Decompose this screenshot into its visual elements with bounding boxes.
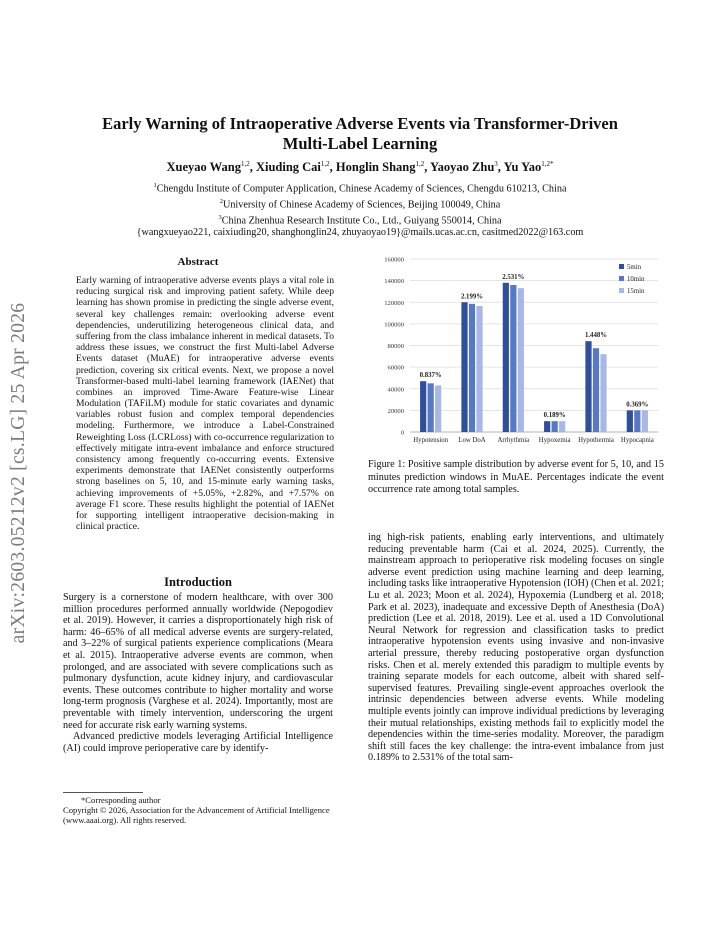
data-label: 2.199% xyxy=(460,293,484,301)
figure-1-caption: Figure 1: Positive sample distribution by adverse event for 5, 10, and 15 minutes prediction windows in MuAE. Percentages indicate the event occurrence rate among total samples. xyxy=(368,459,664,496)
x-tick-label: Hypothermia xyxy=(578,437,614,444)
affiliation-text: University of Chinese Academy of Sciences, Beijing 100049, China xyxy=(222,199,501,211)
legend-label: 5min xyxy=(627,264,641,271)
introduction-body xyxy=(63,592,333,754)
y-tick-label: 100000 xyxy=(384,321,404,329)
bar xyxy=(435,386,441,432)
bar xyxy=(559,421,565,432)
bar xyxy=(420,381,426,432)
affiliation-text: China Zhenhua Research Institute Co., Ltd., Guiyang 550014, China xyxy=(221,214,502,226)
legend-swatch xyxy=(619,288,624,293)
legend-swatch xyxy=(619,276,624,281)
data-label: 0.369% xyxy=(626,401,649,409)
author-name: Xueyao Wang xyxy=(166,160,241,175)
bar xyxy=(627,410,633,432)
intro-paragraph-1: Surgery is a cornerstone of modern healthcare, with over 300 million procedures performed annually worldwide (Nepogodiev et al. 2019). However, it carries a disproportionately high risk of harm: 46–65% of all medical adverse events are surgery-related, and 3–22% of surgical patients experience complications (Meara et al. 2015). Intraoperative adverse events are common, when prolonged, and are associated with severe complications such as pulmonary dysfunction, acute kidney injury, and cardiovascular events. These outcomes contribute to higher mortality and worse long-term prognosis (Varghese et al. 2024). Importantly, most are preventable with timely intervention, underscoring the urgent need for accurate risk early warning systems. xyxy=(63,592,333,731)
bar xyxy=(593,348,599,432)
x-tick-label: Hypotension xyxy=(413,437,449,444)
copyright-notice: Copyright © 2026, Association for the Advancement of Artificial Intelligence (www.aaai.org). All rights reserved. xyxy=(63,805,330,826)
y-tick-label: 20000 xyxy=(387,407,404,415)
bar xyxy=(461,302,467,432)
author-affiliation-mark: 1,2* xyxy=(541,160,554,168)
bar xyxy=(634,410,640,432)
bar xyxy=(510,285,516,432)
bar-chart xyxy=(368,250,668,450)
bar xyxy=(469,304,475,432)
bar xyxy=(544,421,550,432)
author-affiliation-mark: 1,2 xyxy=(415,160,425,168)
x-tick-label: Low DoA xyxy=(458,437,486,444)
affiliation-mark: 2 xyxy=(219,197,223,205)
y-tick-label: 40000 xyxy=(387,386,404,394)
bar xyxy=(518,288,524,432)
bar xyxy=(642,410,648,432)
y-tick-label: 120000 xyxy=(384,299,404,307)
right-column-body: ing high-risk patients, enabling early interventions, and ultimately reducing preventable harm (Cai et al. 2024, 2025). Currently, the mainstream approach to perioperative risk modeling focuses on single adverse event prediction using machine learning and deep learning, including tasks like intraoperative Hypotension (IOH) (Chen et al. 2021; Lu et al. 2023; Moon et al. 2024), Hypoxemia (Lundberg et al. 2018; Park et al. 2023), inadequate and excessive Depth of Anesthesia (DoA) prediction (Lee et al. 2018, 2019). Lee et al. used a 1D Convolutional Neural Network for regression and classification tasks to predict intraoperative hypotension events using invasive and non-invasive arterial pressure, thereby reducing postoperative organ dysfunction risks. Chen et al. merely extended this paradigm to multiple events by training separate models for each outcome, albeit with shared self-supervised features. Prevailing single-event approaches overlook the intrinsic dependencies between adverse events. While modeling multiple events jointly can improve individual predictions by leveraging their mutual relationships, existing methods fail to explicitly model the dependencies within the time-series modality. Moreover, the paradigm shift still faces the key challenge: the intra-event imbalance from just 0.189% to 2.531% of the total sam- xyxy=(368,532,664,764)
author-affiliation-mark: 3 xyxy=(494,160,498,168)
bar xyxy=(600,354,606,432)
y-tick-label: 0 xyxy=(400,429,404,437)
y-tick-label: 60000 xyxy=(387,364,404,372)
data-label: 0.837% xyxy=(419,372,442,380)
affiliation-mark: 3 xyxy=(218,213,222,221)
y-tick-label: 80000 xyxy=(387,343,404,350)
footnote-rule xyxy=(63,792,143,793)
bar xyxy=(476,306,482,432)
arxiv-identifier-text: arXiv:2603.05212v2 [cs.LG] 25 Apr 2026 xyxy=(8,302,29,644)
abstract-body: Early warning of intraoperative adverse events plays a vital role in reducing surgical risk and improving patient safety. While deep learning has shown promise in predicting the single adverse event, several key challenges remain: overlooking adverse event dependencies, underutilizing heterogeneous clinical data, and suffering from the class imbalance inherent in medical datasets. To address these issues, we construct the first Multi-label Adverse Events dataset (MuAE) for intraoperative adverse events prediction, covering six critical events. Next, we propose a novel Transformer-based multi-label learning framework (IAENet) that combines an improved Time-Aware Feature-wise Linear Modulation (TAFiLM) module for static covariates and dynamic variables robust fusion and complex temporal dependencies modeling. Furthermore, we introduce a Label-Constrained Reweighting Loss (LCRLoss) with co-occurrence regularization to effectively mitigate intra-event imbalance and enforce structured consistency among frequently co-occurring events. Extensive experiments demonstrate that IAENet consistently outperforms strong baselines on 5, 10, and 15-minute early warning tasks, achieving improvements of +5.05%, +2.82%, and +7.57% on average F1 score. These results highlight the potential of IAENet for supporting intelligent intraoperative decision-making in clinical practice. xyxy=(76,275,334,533)
affiliation-line xyxy=(60,180,660,196)
affiliation-mark: 1 xyxy=(153,182,157,189)
arxiv-identifier-stamp xyxy=(2,258,36,688)
x-tick-label: Hypoxemia xyxy=(538,437,571,444)
legend-label: 15min xyxy=(627,288,645,295)
y-tick-label: 160000 xyxy=(384,256,404,264)
x-tick-label: Hypocapnia xyxy=(620,437,654,444)
y-tick-label: 140000 xyxy=(384,278,404,286)
figure-1-chart xyxy=(368,250,668,450)
author-name: Yu Yao xyxy=(503,160,542,175)
affiliation-line xyxy=(60,196,660,212)
legend-swatch xyxy=(619,264,624,269)
author-name: Yaoyao Zhu xyxy=(430,160,495,175)
bar xyxy=(503,283,509,432)
author-name: Xiuding Cai xyxy=(255,160,321,175)
paper-title xyxy=(60,114,660,154)
paper-title-line2: Multi-Label Learning xyxy=(282,134,438,153)
affiliations xyxy=(60,180,660,240)
legend-label: 10min xyxy=(627,276,645,283)
author-list: Xueyao Wang$^{1,2}$, Xiuding Cai$^{1,2}$, Honglin Shang$^{1,2}$, Yaoyao Zhu$^3$, Yu Yao$^{1,2*}$ xyxy=(166,160,554,175)
author-affiliation-mark: 1,2 xyxy=(320,160,330,168)
author-emails: {wangxueyao221, caixiuding20, shanghonglin24, zhuyaoyao19}@mails.ucas.ac.cn, casitmed2022@163.com xyxy=(136,227,584,239)
paper-title-line1: Early Warning of Intraoperative Adverse Events via Transformer-Driven xyxy=(102,114,618,133)
x-tick-label: Arrhythmia xyxy=(497,437,530,444)
data-label: 2.531% xyxy=(502,273,525,281)
corresponding-author-note: *Corresponding author xyxy=(81,795,161,805)
intro-paragraph-2: Advanced predictive models leveraging Artificial Intelligence (AI) could improve perioperative care by identify- xyxy=(63,731,333,754)
bar xyxy=(585,341,591,432)
footnote xyxy=(63,795,335,826)
abstract-heading: Abstract xyxy=(177,256,219,268)
introduction-heading: Introduction xyxy=(164,575,232,589)
affiliation-line xyxy=(60,212,660,228)
bar xyxy=(552,421,558,432)
data-label: 0.189% xyxy=(543,412,566,420)
bar xyxy=(428,383,434,432)
author-affiliation-mark: 1,2 xyxy=(240,160,250,168)
author-name: Honglin Shang xyxy=(335,160,416,175)
data-label: 1.448% xyxy=(584,332,608,340)
affiliation-text: Chengdu Institute of Computer Application, Chinese Academy of Sciences, Chengdu 610213, China xyxy=(156,183,567,195)
